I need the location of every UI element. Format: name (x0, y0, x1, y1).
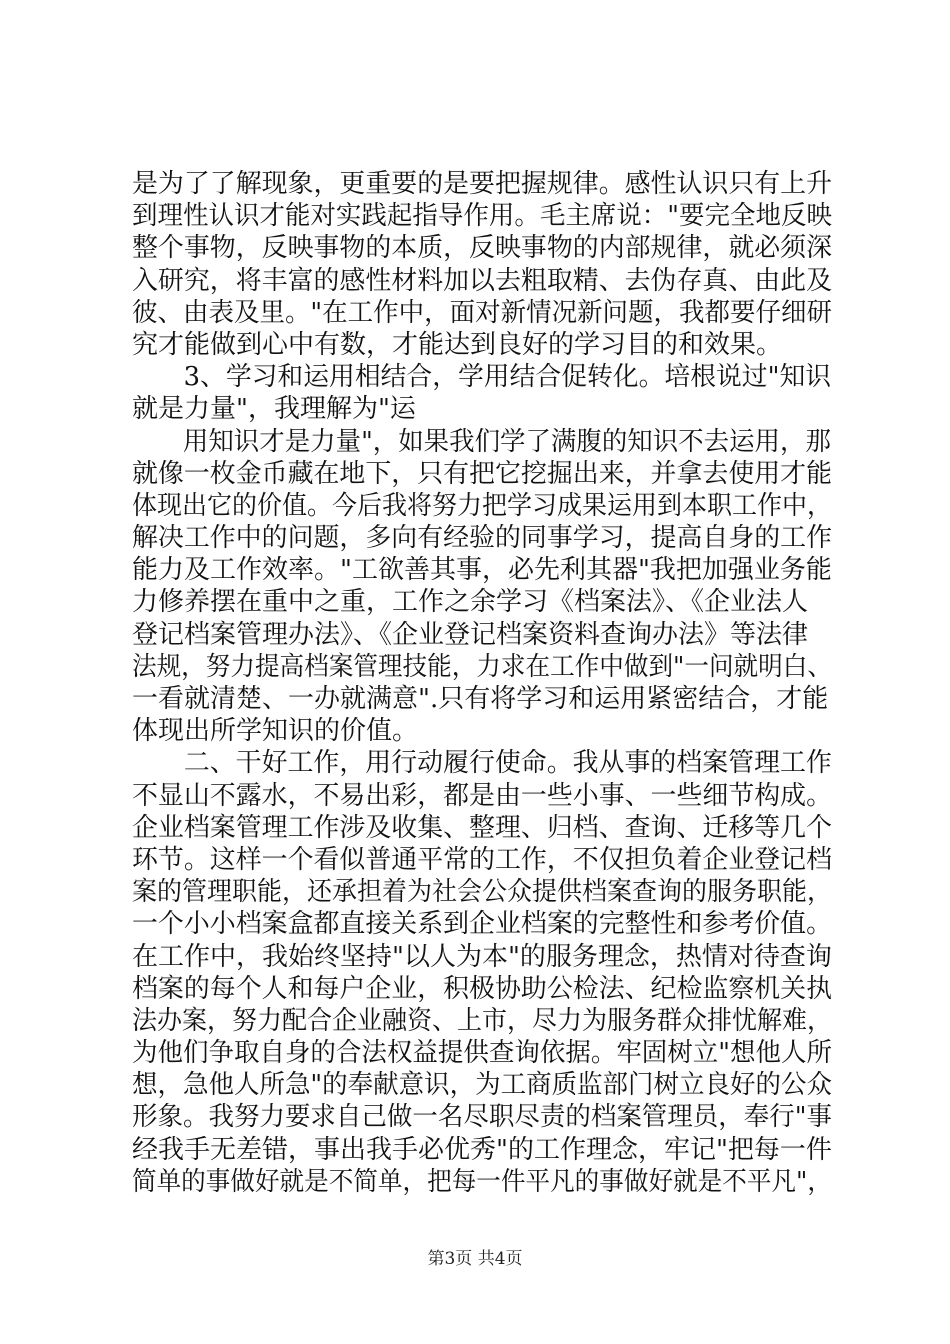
text-line: 就像一枚金币藏在地下，只有把它挖掘出来，并拿去使用才能 (132, 458, 833, 489)
text-line: 法办案，努力配合企业融资、上市，尽力为服务群众排忧解难， (132, 1005, 832, 1036)
text-line: 体现出它的价值。今后我将努力把学习成果运用到本职工作中， (132, 490, 832, 521)
text-line: 能力及工作效率。"工欲善其事，必先利其器"我把加强业务能 (132, 555, 832, 586)
text-line: 就是力量"，我理解为"运 (132, 394, 416, 425)
text-line: 彼、由表及里。"在工作中，面对新情况新问题，我都要仔细研 (132, 297, 832, 328)
text-line: 二、干好工作，用行动履行使命。我从事的档案管理工作 (183, 748, 832, 779)
text-line: 想，急他人所急"的奉献意识，为工商质监部门树立良好的公众 (132, 1070, 832, 1101)
text-line: 法规，努力提高档案管理技能，力求在工作中做到"一问就明白、 (132, 651, 832, 682)
text-line: 在工作中，我始终坚持"以人为本"的服务理念，热情对待查询 (132, 941, 832, 972)
page-footer: 第3页 共4页 (427, 1249, 523, 1269)
text-line: 一看就清楚、一办就满意".只有将学习和运用紧密结合，才能 (132, 684, 829, 714)
text-line: 入研究，将丰富的感性材料加以去粗取精、去伪存真、由此及 (132, 265, 833, 296)
text-line: 不显山不露水，不易出彩，都是由一些小事、一些细节构成。 (132, 780, 833, 811)
text-line: 环节。这样一个看似普通平常的工作，不仅担负着企业登记档 (132, 844, 833, 875)
text-line: 力修养摆在重中之重，工作之余学习《档案法》、《企业法人 (132, 587, 809, 618)
text-line: 企业档案管理工作涉及收集、整理、归档、查询、迁移等几个 (132, 812, 833, 843)
text-line: 为他们争取自身的合法权益提供查询依据。牢固树立"想他人所 (132, 1038, 832, 1069)
text-line: 解决工作中的问题，多向有经验的同事学习，提高自身的工作 (132, 523, 833, 554)
text-line: 登记档案管理办法》、《企业登记档案资料查询办法》等法律 (132, 619, 809, 650)
text-line: 简单的事做好就是不简单，把每一件平凡的事做好就是不平凡"， (132, 1166, 832, 1197)
text-line: 用知识才是力量"，如果我们学了满腹的知识不去运用，那 (182, 426, 831, 457)
text-line: 究才能做到心中有数，才能达到良好的学习目的和效果。 (132, 329, 783, 360)
text-line: 档案的每个人和每户企业，积极协助公检法、纪检监察机关执 (132, 973, 833, 1004)
text-line: 案的管理职能，还承担着为社会公众提供档案查询的服务职能， (132, 877, 832, 908)
text-line: 体现出所学知识的价值。 (132, 716, 419, 747)
text-line: 整个事物，反映事物的本质，反映事物的内部规律，就必须深 (132, 233, 833, 264)
text-line: 到理性认识才能对实践起指导作用。毛主席说："要完全地反映 (132, 201, 832, 232)
text-line: 经我手无差错，事出我手必优秀"的工作理念，牢记"把每一件 (132, 1134, 832, 1165)
text-line: 是为了了解现象，更重要的是要把握规律。感性认识只有上升 (132, 169, 833, 199)
text-line: 形象。我努力要求自己做一名尽职尽责的档案管理员，奉行"事 (132, 1102, 832, 1133)
text-line: 3、学习和运用相结合，学用结合促转化。培根说过"知识 (183, 362, 832, 393)
body-text (132, 168, 832, 1198)
text-line: 一个小小档案盒都直接关系到企业档案的完整性和参考价值。 (132, 909, 833, 940)
